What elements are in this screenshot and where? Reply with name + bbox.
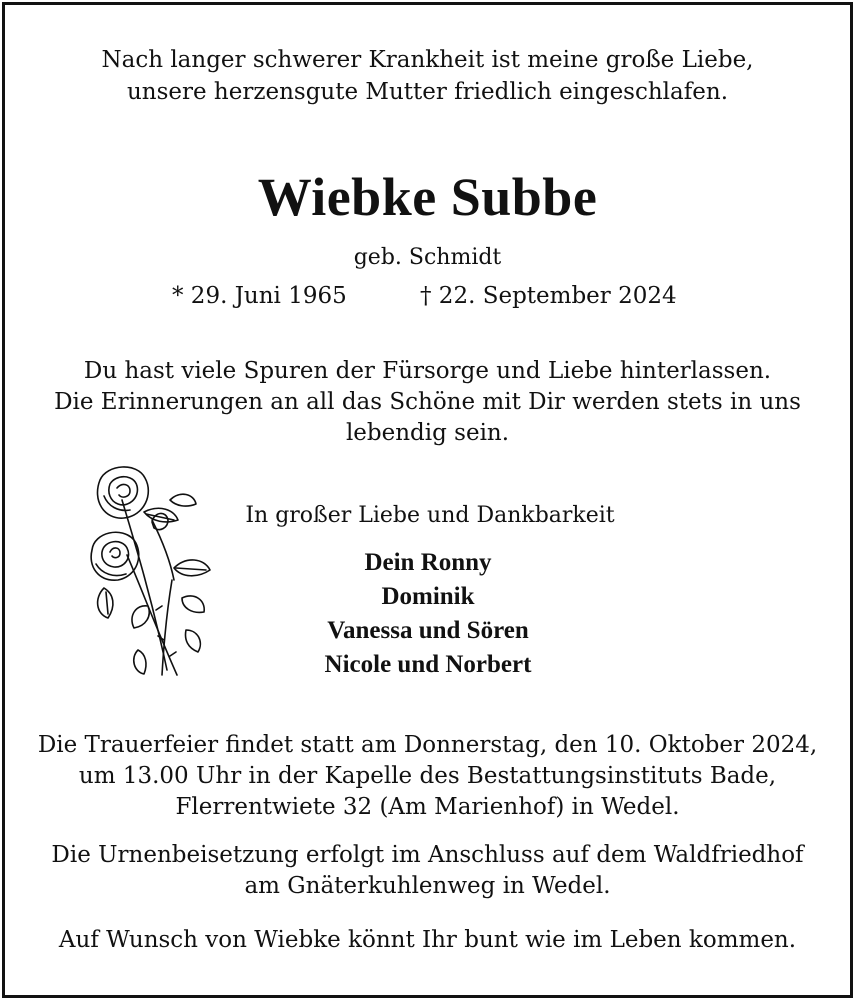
burial-line-2: am Gnäterkuhlenweg in Wedel. (244, 873, 611, 899)
signers-list (228, 546, 628, 682)
dress-wish: Auf Wunsch von Wiebke könnt Ihr bunt wie im Leben kommen. (58, 927, 797, 953)
signer-name: Dominik (381, 583, 475, 610)
quote-line-2: Die Erinnerungen an all das Schöne mit Dir werden stets in uns (54, 389, 801, 415)
funeral-service-info (0, 730, 855, 823)
quote-line-1: Du hast viele Spuren der Fürsorge und Liebe hinterlassen. (83, 358, 772, 384)
urn-burial-info (0, 840, 855, 902)
memorial-quote (0, 356, 855, 449)
quote-line-3: lebendig sein. (345, 420, 510, 446)
intro-text (0, 44, 855, 108)
death-date: † 22. September 2024 (420, 283, 677, 309)
intro-line-2: unsere herzensgute Mutter friedlich eingeschlafen. (126, 79, 729, 105)
dedication-line: In großer Liebe und Dankbarkeit (245, 503, 615, 528)
deceased-name: Wiebke Subbe (257, 167, 598, 227)
rose-illustration (82, 460, 217, 685)
intro-line-1: Nach langer schwerer Krankheit ist meine große Liebe, (101, 47, 754, 73)
service-line-1: Die Trauerfeier findet statt am Donnerstag, den 10. Oktober 2024, (37, 732, 818, 758)
service-line-2: um 13.00 Uhr in der Kapelle des Bestattungsinstituts Bade, (78, 763, 777, 789)
maiden-name: geb. Schmidt (353, 245, 502, 270)
burial-line-1: Die Urnenbeisetzung erfolgt im Anschluss auf dem Waldfriedhof (51, 842, 804, 868)
signer-name: Vanessa und Sören (327, 617, 529, 644)
service-line-3: Flerrentwiete 32 (Am Marienhof) in Wedel. (175, 794, 680, 820)
birth-date: * 29. Juni 1965 (172, 283, 347, 309)
signer-name: Dein Ronny (364, 549, 492, 576)
signer-name: Nicole und Norbert (324, 651, 532, 678)
